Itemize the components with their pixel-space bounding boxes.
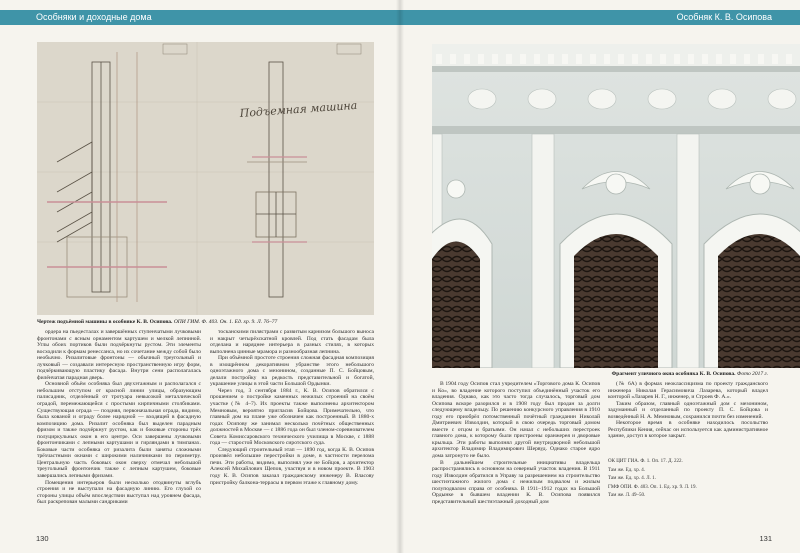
footnote: ГМФ ОПИ. Ф. 403. Оп. 1. Ед. хр. 9. Л. 19. — [608, 484, 697, 490]
paragraph: (№ 6А) в формах неоклассицизма по проекту гражданского инженера Николая Герасимовича Лазарева, который владел конторой «Лазарев Н. Г., инженер, и Строев Ф. А.». — [608, 381, 768, 401]
paragraph: При объёмной простоте строения сложная фасадная композиция в изощрённом декоративном убранстве этого небольшого одноэтажного дома с мезонином, созданные П. С. Бойцовым, делали постройку на редкость представительной и богатой, украшение улицы в этой части Большой Ордынки. — [210, 355, 374, 388]
paragraph: Помещения интерьеров были несколько отодвинуты вглубь строения и не выступали на фасадную линию. Его глухой со стороны улицы объём впоследствии выступал над уровнем фасада, был раскрепован малыми сандриками — [37, 479, 201, 506]
paragraph: Основной объём особняка был двухэтажным и располагался с небольшим отступом от красной линии улицы, образующим палисадник, отделённый от тротуара невысокой металлической оградой, перемежающейся с простыми кирпичными столбиками. Существующая ограда — поздняя, первоначальная ограда, видимо, была кованой и ограду более нарядной — входящей в фасадную композицию дома. Ризалит особняка был выделен парадным фризом и также подчёркнут рустом, как и боковые стороны трёх полуциркульных окон в его центре. Оси завершены лучковыми фронтончиками с лепными картушами и гирляндами в тимпанах. Боковые части особняка от ризалита были заняты сложными трёхчастными окнами с широкими наличниками по периметру. Центральную часть боковых окон сверху отмечал небольшой треугольный фронтончик также с лепным картушем, боковые завершались лепными фризами. — [37, 381, 201, 480]
paragraph: тосканскими пилястрами с развитым карнизом большого выноса и накрыт четырёхскатной кровлей. Под стать фасадам была отделана и наряднее интерьера в разных стилях, в которых выполнена цинные мрамора и разнообразная лепнина. — [210, 329, 374, 355]
paragraph: ордера на пьедесталах и завершённых ступенчатыми лучковыми фронтонами с ясным орнаментом картушем и мелкой лепниной. Углы обоих портиков были подчёркнуты рустом. Эти элементы восходили к формам ренессанса, но их сочетание между собой было необычно. Ризалитовые фронтоны — обычный треугольный и лучковый — создавали интересную пространственную игру форм, подчёркивающую пластику фасада. Внутри сени располагалась филёнчатая парадная дверь. — [37, 329, 201, 381]
paragraph: В дальнейшем строительные инициативы владельца распространялись в основном на северный участок владения. В 1911 году Изволдин обратился в Управу за разрешением на строительство шестиэтажного жилого дома с нежилым подвалом и жилым полуподвалом справа от особняка. В 1911–1912 годах на Большой Ордынке в бывшем владении К. В. Осипова появился представительный шестиэтажный доходный дом — [432, 459, 600, 505]
facade-photo-svg — [432, 44, 800, 368]
right-column-2 — [608, 381, 768, 451]
footnote: Там же. Ед. хр. 4. Л. 1. — [608, 476, 656, 481]
photo-caption-bold: Фрагмент уличного окна особняка К. В. Осипова. — [611, 371, 736, 377]
right-running-header: Особняк К. В. Осипова — [400, 10, 800, 25]
left-column-2 — [210, 329, 374, 529]
book-gutter — [396, 0, 404, 553]
right-page-number: 131 — [759, 534, 772, 543]
left-page-number: 130 — [36, 534, 49, 543]
right-column-1 — [432, 381, 600, 533]
elevator-drawing — [37, 42, 374, 315]
paragraph: Некоторое время в особняке находилось посольство Республики Кения, сейчас он используется как административное здание, доступ в которое закрыт. — [608, 420, 768, 440]
facade-photo — [432, 44, 800, 368]
paragraph: Следующий строительный этап — 1890 год, когда К. В. Осипов произвёл небольшие перестройки в доме, в частности перелома печи. Эти работы, видимо, выполнял уже не Бойцов, а архитектор Алексей Михайлович Щепов, участвуя и в новом проекте. В 1903 году К. В. Осипов заказал гражданскому инженеру В. Власову пристройку балкона-террасы в первом этаже к главному дому. — [210, 446, 374, 486]
photo-caption — [578, 371, 768, 378]
elevator-drawing-svg — [37, 42, 374, 315]
paragraph: Таким образом, главный одноэтажный дом с мезонином, задуманный и отделанный по проекту П. С. Бойцова и возведённый Н. А. Мемновым, сохранился почти без изменений. — [608, 400, 768, 420]
right-page — [400, 0, 800, 553]
drawing-caption-bold: Чертеж подъёмной машины в особняке К. В. Осипова. — [37, 319, 173, 325]
photo-caption-date: Фото 2017 г. — [736, 371, 768, 377]
footnote: ОК ЦИТ ГИА. Ф. 1. Оп. 17. Д. 222. — [608, 459, 683, 464]
paragraph: В 1904 году Осипов стал учредителем «Торгового дома К. Осипов и Ко», во владение которого поступил объединённый участок его владения. Однако, как это часто тогда случалось, торговый дом Осипова вскоре разорился и в 1908 году был продан за долги следующему владельцу. По решению конкурсного управления в 1910 году его приобрёл потомственный почётный гражданин Николай Дмитриевич Изволдин, который в свою очередь торговый домом вместе с отцом и братьями. Он начал с небольших перестроек главного дома, к которому были пристроены оранжерея и дворовые крыльца. Эти работы выполнял другой внутридворной небольшой архитектор Владимир Владимирович Шервуд. Однако старое ядро дома затронуто не было. — [432, 381, 600, 460]
left-column-1 — [37, 329, 201, 529]
footnote: Там же. Ед. хр. 4. — [608, 467, 646, 473]
footnotes — [608, 458, 768, 501]
paragraph: Через год, 3 сентября 1884 г., К. В. Осипов обратился с прошением о постройке каменных нежилых строений на своём участке (№ 4–7). Их проекты также выполнены архитектором Мемновым, вероятно пригласив Бойцова. Примечательно, что главный дом на плане уже обозначен как построенный. В 1880-х годах Осипову же занимал несколько почётных общественных должностей в Москве — с 1886 года он был членом-соревнователем Совета Комиссаровского технического училища в Москве, с 1888 года — старостой Московского сиротского суда. — [210, 387, 374, 447]
drawing-caption — [37, 319, 374, 326]
drawing-caption-source: ОПИ ГИМ. Ф. 403. Он. 1. Ед. хр. 9. Л. 76–77 — [173, 319, 278, 325]
left-running-header: Особняки и доходные дома — [0, 10, 400, 25]
footnote: Там же. Л. 49–50. — [608, 493, 646, 498]
drawing-label: Подъемная машина — [239, 98, 358, 120]
